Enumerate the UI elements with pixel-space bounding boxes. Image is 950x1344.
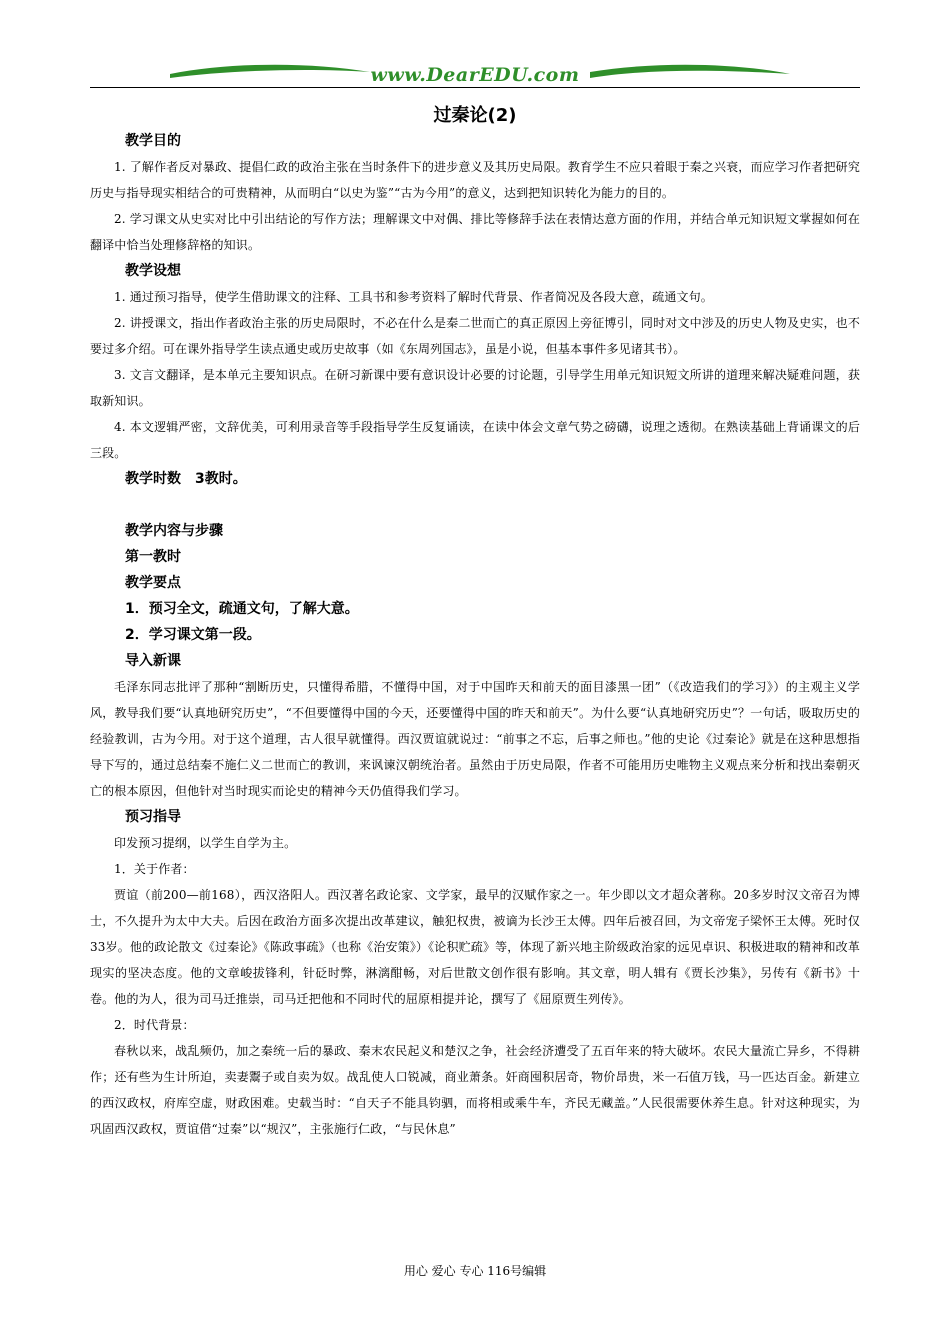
- heading-teaching-goal: 教学目的: [125, 133, 181, 149]
- subheading-background: 2．时代背景：: [114, 1018, 195, 1032]
- key-point-2: 2．学习课文第一段。: [125, 627, 261, 643]
- paragraph-intro: 毛泽东同志批评了那种“割断历史，只懂得希腊，不懂得中国，对于中国昨天和前天的面目漆黑一团”（《改造我们的学习》）的主观主义学风，教导我们要“认真地研究历史”，“不但要懂得中国的今天，还要懂得中国的昨天和前天”。为什么要“认真地研究历史”？一句话，吸取历史的经验教训，古为今用。对于这个道理，古人很早就懂得。西汉贾谊就说过：“前事之不忘，后事之师也。”他的史论《过秦论》就是在这种思想指导下写的，通过总结秦不施仁义二世而亡的教训，来讽谏汉朝统治者。虽然由于历史局限，作者不可能用历史唯物主义观点来分析和找出秦朝灭亡的根本原因，但他针对当时现实而论史的精神今天仍值得我们学习。: [90, 680, 860, 798]
- heading-teaching-hours: 教学时数 3教时。: [125, 471, 247, 487]
- heading-teaching-design: 教学设想: [125, 263, 181, 279]
- document-title: 过秦论(2): [433, 105, 517, 126]
- spacer: [90, 492, 860, 518]
- subheading-about-author: 1．关于作者：: [114, 862, 195, 876]
- paragraph-goal-2: 2. 学习课文从史实对比中引出结论的写作方法；理解课文中对偶、排比等修辞手法在表情达意方面的作用，并结合单元知识短文掌握如何在翻译中恰当处理修辞格的知识。: [90, 212, 860, 252]
- paragraph-background: 春秋以来，战乱频仍，加之秦统一后的暴政、秦末农民起义和楚汉之争，社会经济遭受了五百年来的特大破坏。农民大量流亡异乡，不得耕作；还有些为生计所迫，卖妻鬻子或自卖为奴。战乱使人口锐减，商业萧条。奸商囤积居奇，物价昂贵，米一石值万钱，马一匹达百金。新建立的西汉政权，府库空虚，财政困难。史载当时：“自天子不能具钧驷，而将相或乘牛车，齐民无藏盖。”人民很需要休养生息。针对这种现实，为巩固西汉政权，贾谊借“过秦”以“规汉”，主张施行仁政，“与民休息”: [90, 1044, 860, 1136]
- paragraph-design-1: 1. 通过预习指导，使学生借助课文的注释、工具书和参考资料了解时代背景、作者简况及各段大意，疏通文句。: [114, 290, 713, 304]
- paragraph-design-4: 4. 本文逻辑严密，文辞优美，可利用录音等手段指导学生反复诵读，在读中体会文章气势之磅礴，说理之透彻。在熟读基础上背诵课文的后三段。: [90, 420, 860, 460]
- paragraph-design-2: 2. 讲授课文，指出作者政治主张的历史局限时，不必在什么是秦二世而亡的真正原因上旁征博引，同时对文中涉及的历史人物及史实，也不要过多介绍。可在课外指导学生读点通史或历史故事（如《东周列国志》，虽是小说，但基本事件多见诸其书）。: [90, 316, 860, 356]
- key-point-1: 1．预习全文，疏通文句，了解大意。: [125, 601, 359, 617]
- site-logo: www.DearEDU.com: [370, 64, 580, 86]
- paragraph-goal-1: 1. 了解作者反对暴政、提倡仁政的政治主张在当时条件下的进步意义及其历史局限。教育学生不应只着眼于秦之兴衰，而应学习作者把研究历史与指导现实相结合的可贵精神，从而明白“以史为鉴”“古为今用”的意义，达到把知识转化为能力的目的。: [90, 160, 860, 200]
- page-footer: 用心 爱心 专心 116号编辑: [403, 1264, 547, 1278]
- header-rule: [90, 87, 860, 88]
- heading-key-points: 教学要点: [125, 575, 181, 591]
- heading-preview: 预习指导: [125, 809, 181, 825]
- paragraph-preview: 印发预习提纲，以学生自学为主。: [114, 836, 297, 850]
- heading-intro: 导入新课: [125, 653, 181, 669]
- paragraph-author: 贾谊（前200—前168），西汉洛阳人。西汉著名政论家、文学家，最早的汉赋作家之一。年少即以文才超众著称。20多岁时汉文帝召为博士，不久提升为太中大夫。后因在政治方面多次提出改革建议，触犯权贵，被谪为长沙王太傅。四年后被召回，为文帝宠子梁怀王太傅。死时仅33岁。他的政论散文《过秦论》《陈政事疏》（也称《治安策》）《论积贮疏》等，体现了新兴地主阶级政治家的远见卓识、积极进取的精神和改革现实的坚决态度。他的文章峻拔锋利，针砭时弊，淋漓酣畅，对后世散文创作很有影响。其文章，明人辑有《贾长沙集》，另传有《新书》十卷。他的为人，很为司马迁推崇，司马迁把他和不同时代的屈原相提并论，撰写了《屈原贾生列传》。: [90, 888, 860, 1006]
- heading-lesson-1: 第一教时: [125, 549, 181, 565]
- document-body: [90, 128, 860, 1142]
- heading-content-steps: 教学内容与步骤: [125, 523, 223, 539]
- paragraph-design-3: 3. 文言文翻译，是本单元主要知识点。在研习新课中要有意识设计必要的讨论题，引导学生用单元知识短文所讲的道理来解决疑难问题，获取新知识。: [90, 368, 860, 408]
